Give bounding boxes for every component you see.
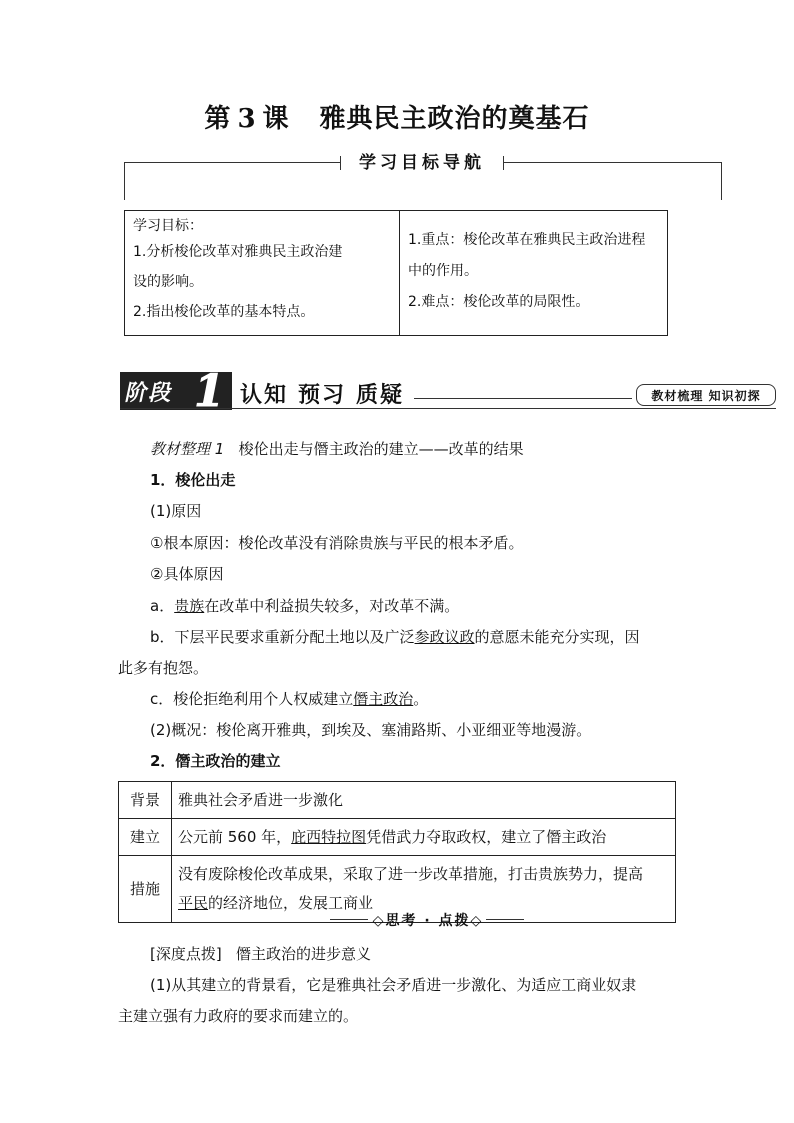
stage-rule: [414, 398, 632, 399]
nav-tick-left: [340, 156, 341, 170]
lesson-prefix: 第: [204, 104, 232, 134]
underlined-term: 僭主政治: [353, 690, 414, 708]
stage-badge: [120, 366, 232, 417]
goal-line: 1.分析梭伦改革对雅典民主政治建: [133, 244, 343, 260]
goals-heading: 学习目标：: [133, 218, 203, 234]
focus-line: 1.重点：梭伦改革在雅典民主政治进程: [408, 232, 646, 248]
stage-title-part: 预习: [298, 382, 347, 408]
nav-bracket-left: [124, 162, 125, 200]
cell-text: 的经济地位，发展工商业: [208, 894, 374, 912]
focus-line: 中的作用。: [408, 263, 478, 279]
page-title: [0, 98, 794, 135]
section-title: 梭伦出走与僭主政治的建立——改革的结果: [238, 440, 524, 458]
stage-title-part: 质疑: [356, 382, 405, 408]
goals-table: [124, 210, 668, 336]
section-label: 教材整理 1: [150, 440, 225, 458]
paragraph: (2)概况：梭伦离开雅典，到埃及、塞浦路斯、小亚细亚等地漫游。: [150, 721, 592, 739]
nav-tick-right: [503, 156, 504, 170]
item-text: 的意愿未能充分实现，因: [474, 628, 640, 646]
stage-tag: 教材梳理 知识初探: [636, 384, 776, 406]
focus-line: 2.难点：梭伦改革的局限性。: [408, 294, 590, 310]
goal-line: 设的影响。: [133, 274, 203, 290]
lesson-title: 雅典民主政治的奠基石: [319, 104, 590, 134]
cell-text: 凭借武力夺取政权，建立了僭主政治: [366, 828, 607, 846]
stage-underline: [120, 408, 776, 409]
paragraph: 主建立强有力政府的要求而建立的。: [118, 1007, 359, 1025]
table-row: [119, 782, 676, 819]
cell-text: 没有废除梭伦改革成果，采取了进一步改革措施，打击贵族势力，提高: [178, 865, 644, 883]
item-text: b．下层平民要求重新分配土地以及广泛: [150, 628, 415, 646]
paragraph: ①根本原因：梭伦改革没有消除贵族与平民的根本矛盾。: [150, 534, 524, 552]
item-marker: a．: [150, 597, 175, 615]
section-heading: [150, 439, 524, 459]
item-text: 。: [413, 690, 429, 708]
paragraph: (1)从其建立的背景看，它是雅典社会矛盾进一步激化、为适应工商业奴隶: [150, 976, 637, 994]
stage-badge-text: 阶段: [122, 381, 177, 406]
table-value: [172, 819, 676, 856]
paragraph: ②具体原因: [150, 565, 224, 583]
table-row: [119, 819, 676, 856]
stage-badge-number: 1: [194, 366, 225, 417]
think-label: 思考 · 点拨: [385, 913, 471, 929]
table-key: 建立: [119, 819, 172, 856]
think-divider-label: ◇思考 · 点拨◇: [372, 913, 484, 929]
learning-goals-nav-label: 学习目标导航: [340, 150, 504, 176]
deep-title: 僭主政治的进步意义: [236, 945, 372, 963]
table-value: 雅典社会矛盾进一步激化: [172, 782, 676, 819]
deep-heading: [150, 944, 371, 964]
paragraph: (1)原因: [150, 502, 202, 520]
cell-text: 公元前 560 年，: [178, 828, 292, 846]
item-text: c．梭伦拒绝利用个人权威建立: [150, 690, 354, 708]
paragraph: [150, 689, 428, 709]
lesson-suffix: 课: [262, 104, 290, 134]
table-key: 背景: [119, 782, 172, 819]
item-text: 在改革中利益损失较多，对改革不满。: [204, 597, 460, 615]
stage-title: [240, 378, 414, 409]
underlined-term: 贵族: [174, 597, 205, 615]
paragraph: 此多有抱怨。: [118, 659, 209, 677]
goal-line: 2.指出梭伦改革的基本特点。: [133, 304, 315, 320]
heading-2: 2．僭主政治的建立: [150, 752, 281, 770]
tyranny-table: [118, 781, 676, 923]
paragraph: [150, 627, 640, 647]
heading-1: 1．梭伦出走: [150, 471, 236, 489]
underlined-term: 庇西特拉图: [291, 828, 367, 846]
underlined-term: 平民: [178, 894, 209, 912]
nav-bracket-right: [721, 162, 722, 200]
table-key: 措施: [119, 856, 172, 923]
lesson-number: 3: [237, 104, 257, 134]
underlined-term: 参政议政: [414, 628, 475, 646]
deep-label: [深度点拨]: [150, 945, 222, 963]
stage-title-part: 认知: [240, 382, 289, 408]
goals-left-cell: [125, 211, 400, 335]
goals-right-cell: [400, 211, 667, 335]
divider-right: [486, 919, 524, 920]
paragraph: [150, 596, 459, 616]
